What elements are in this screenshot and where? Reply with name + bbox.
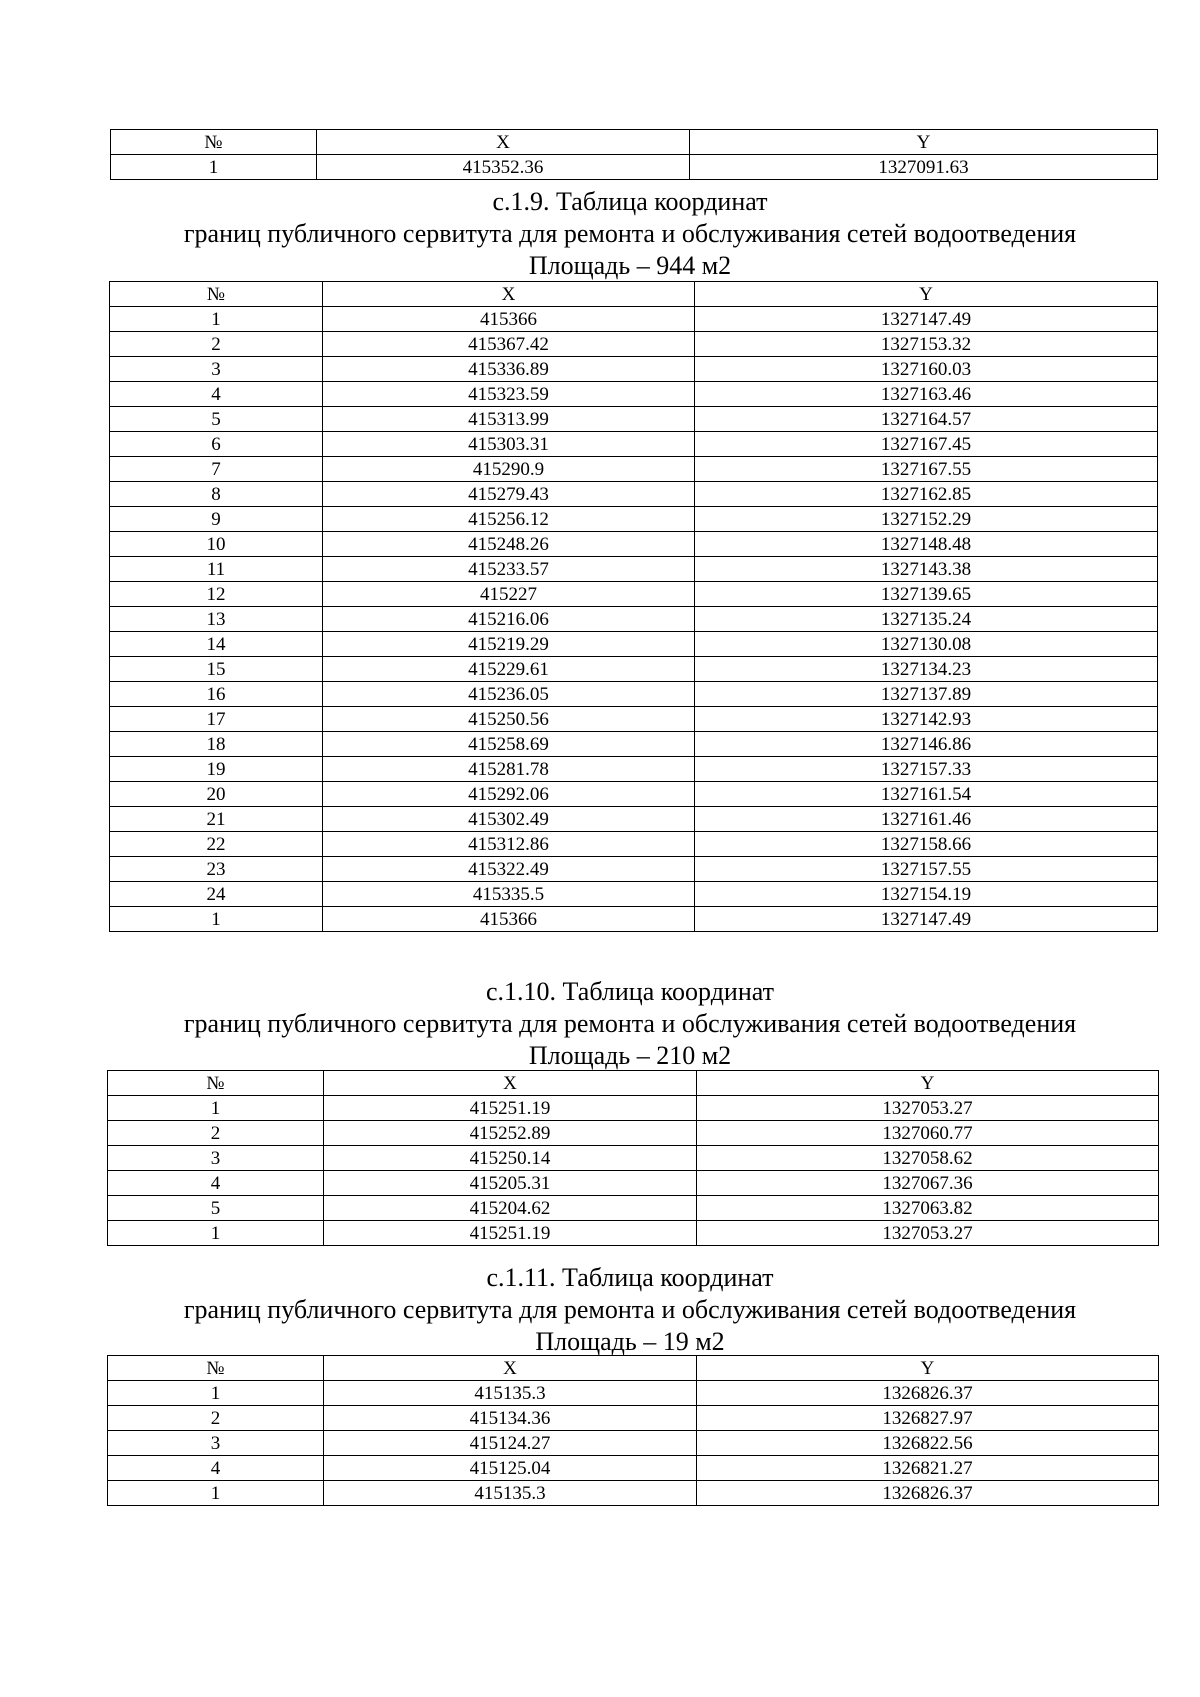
point-number-cell: 4 [108,1456,324,1481]
x-coordinate-cell: 415292.06 [323,782,695,807]
y-coordinate-cell: 1326821.27 [697,1456,1159,1481]
point-number-cell: 4 [110,382,323,407]
coordinates-table-continued [110,129,1158,180]
header-number: № [110,282,323,307]
x-coordinate-cell: 415258.69 [323,732,695,757]
point-number-cell: 5 [110,407,323,432]
x-coordinate-cell: 415248.26 [323,532,695,557]
y-coordinate-cell: 1327063.82 [697,1196,1159,1221]
table-row [110,832,1158,857]
point-number-cell: 12 [110,582,323,607]
y-coordinate-cell: 1327154.19 [695,882,1158,907]
x-coordinate-cell: 415323.59 [323,382,695,407]
x-coordinate-cell: 415322.49 [323,857,695,882]
table-row [110,657,1158,682]
section-title: с.1.10. Таблица координат [486,977,774,1006]
x-coordinate-cell: 415134.36 [324,1406,697,1431]
x-coordinate-cell: 415352.36 [317,155,690,180]
y-coordinate-cell: 1327157.33 [695,757,1158,782]
table-row [110,682,1158,707]
y-coordinate-cell: 1327160.03 [695,357,1158,382]
x-coordinate-cell: 415313.99 [323,407,695,432]
y-coordinate-cell: 1326826.37 [697,1481,1159,1506]
y-coordinate-cell: 1327067.36 [697,1171,1159,1196]
section-caption-1-9 [100,186,1160,282]
header-y: Y [690,130,1158,155]
y-coordinate-cell: 1327157.55 [695,857,1158,882]
table-row [110,807,1158,832]
y-coordinate-cell: 1327053.27 [697,1221,1159,1246]
header-x: X [317,130,690,155]
y-coordinate-cell: 1327060.77 [697,1121,1159,1146]
y-coordinate-cell: 1327148.48 [695,532,1158,557]
point-number-cell: 2 [108,1121,324,1146]
section-subtitle: границ публичного сервитута для ремонта и обслуживания сетей водоотведения [183,1295,1077,1324]
table-row [110,432,1158,457]
x-coordinate-cell: 415336.89 [323,357,695,382]
point-number-cell: 6 [110,432,323,457]
y-coordinate-cell: 1327053.27 [697,1096,1159,1121]
table-row [110,407,1158,432]
point-number-cell: 1 [108,1096,324,1121]
x-coordinate-cell: 415366 [323,307,695,332]
table-row [110,307,1158,332]
section-caption-1-10 [100,976,1160,1072]
header-y: Y [697,1071,1159,1096]
table-row [110,607,1158,632]
table-row [108,1406,1159,1431]
point-number-cell: 1 [108,1381,324,1406]
y-coordinate-cell: 1327167.55 [695,457,1158,482]
x-coordinate-cell: 415250.56 [323,707,695,732]
table-row [108,1196,1159,1221]
x-coordinate-cell: 415281.78 [323,757,695,782]
point-number-cell: 8 [110,482,323,507]
point-number-cell: 1 [111,155,317,180]
point-number-cell: 21 [110,807,323,832]
x-coordinate-cell: 415233.57 [323,557,695,582]
table-row [108,1171,1159,1196]
table-row [111,155,1158,180]
coordinates-table-1-10 [107,1070,1159,1246]
point-number-cell: 11 [110,557,323,582]
y-coordinate-cell: 1327167.45 [695,432,1158,457]
table-header-row [108,1356,1159,1381]
x-coordinate-cell: 415335.5 [323,882,695,907]
point-number-cell: 13 [110,607,323,632]
section-subtitle: границ публичного сервитута для ремонта и обслуживания сетей водоотведения [183,219,1077,248]
point-number-cell: 3 [108,1431,324,1456]
point-number-cell: 9 [110,507,323,532]
point-number-cell: 4 [108,1171,324,1196]
x-coordinate-cell: 415204.62 [324,1196,697,1221]
point-number-cell: 15 [110,657,323,682]
table-row [110,907,1158,932]
coordinates-table-1-11 [107,1355,1159,1506]
table-header-row [111,130,1158,155]
y-coordinate-cell: 1327164.57 [695,407,1158,432]
y-coordinate-cell: 1327139.65 [695,582,1158,607]
point-number-cell: 7 [110,457,323,482]
table-row [110,582,1158,607]
section-title: с.1.11. Таблица координат [486,1263,774,1292]
table-row [108,1146,1159,1171]
x-coordinate-cell: 415252.89 [324,1121,697,1146]
y-coordinate-cell: 1327152.29 [695,507,1158,532]
y-coordinate-cell: 1327135.24 [695,607,1158,632]
point-number-cell: 1 [110,307,323,332]
table-row [108,1096,1159,1121]
x-coordinate-cell: 415251.19 [324,1221,697,1246]
y-coordinate-cell: 1327147.49 [695,907,1158,932]
y-coordinate-cell: 1327147.49 [695,307,1158,332]
point-number-cell: 20 [110,782,323,807]
table-header-row [110,282,1158,307]
y-coordinate-cell: 1327134.23 [695,657,1158,682]
section-area: Площадь – 19 м2 [535,1327,725,1356]
table-row [110,782,1158,807]
point-number-cell: 16 [110,682,323,707]
y-coordinate-cell: 1327091.63 [690,155,1158,180]
x-coordinate-cell: 415290.9 [323,457,695,482]
y-coordinate-cell: 1327163.46 [695,382,1158,407]
y-coordinate-cell: 1327137.89 [695,682,1158,707]
point-number-cell: 14 [110,632,323,657]
table-row [110,532,1158,557]
y-coordinate-cell: 1327143.38 [695,557,1158,582]
point-number-cell: 1 [110,907,323,932]
point-number-cell: 3 [110,357,323,382]
point-number-cell: 23 [110,857,323,882]
x-coordinate-cell: 415205.31 [324,1171,697,1196]
table-header-row [108,1071,1159,1096]
table-row [110,857,1158,882]
header-x: X [323,282,695,307]
x-coordinate-cell: 415367.42 [323,332,695,357]
header-number: № [108,1356,324,1381]
x-coordinate-cell: 415135.3 [324,1381,697,1406]
header-x: X [324,1071,697,1096]
x-coordinate-cell: 415236.05 [323,682,695,707]
y-coordinate-cell: 1327058.62 [697,1146,1159,1171]
section-subtitle: границ публичного сервитута для ремонта и обслуживания сетей водоотведения [183,1009,1077,1038]
y-coordinate-cell: 1327158.66 [695,832,1158,857]
table-row [108,1381,1159,1406]
y-coordinate-cell: 1327153.32 [695,332,1158,357]
point-number-cell: 18 [110,732,323,757]
x-coordinate-cell: 415250.14 [324,1146,697,1171]
point-number-cell: 2 [108,1406,324,1431]
x-coordinate-cell: 415124.27 [324,1431,697,1456]
table-row [110,507,1158,532]
table-row [110,557,1158,582]
table-row [110,757,1158,782]
table-row [108,1431,1159,1456]
section-title: с.1.9. Таблица координат [492,187,768,216]
point-number-cell: 1 [108,1481,324,1506]
table-row [108,1121,1159,1146]
header-y: Y [695,282,1158,307]
y-coordinate-cell: 1327161.46 [695,807,1158,832]
header-number: № [108,1071,324,1096]
section-caption-1-11 [100,1262,1160,1358]
table-row [110,732,1158,757]
x-coordinate-cell: 415256.12 [323,507,695,532]
y-coordinate-cell: 1327161.54 [695,782,1158,807]
section-area: Площадь – 210 м2 [528,1041,732,1070]
y-coordinate-cell: 1327146.86 [695,732,1158,757]
point-number-cell: 24 [110,882,323,907]
table-row [108,1456,1159,1481]
table-row [110,707,1158,732]
table-row [110,382,1158,407]
header-number: № [111,130,317,155]
x-coordinate-cell: 415303.31 [323,432,695,457]
x-coordinate-cell: 415279.43 [323,482,695,507]
x-coordinate-cell: 415219.29 [323,632,695,657]
table-row [110,482,1158,507]
point-number-cell: 2 [110,332,323,357]
x-coordinate-cell: 415366 [323,907,695,932]
header-x: X [324,1356,697,1381]
y-coordinate-cell: 1327130.08 [695,632,1158,657]
point-number-cell: 10 [110,532,323,557]
y-coordinate-cell: 1326822.56 [697,1431,1159,1456]
x-coordinate-cell: 415216.06 [323,607,695,632]
point-number-cell: 1 [108,1221,324,1246]
y-coordinate-cell: 1327162.85 [695,482,1158,507]
point-number-cell: 17 [110,707,323,732]
header-y: Y [697,1356,1159,1381]
x-coordinate-cell: 415251.19 [324,1096,697,1121]
table-row [110,457,1158,482]
y-coordinate-cell: 1326827.97 [697,1406,1159,1431]
point-number-cell: 22 [110,832,323,857]
section-area: Площадь – 944 м2 [528,251,732,280]
x-coordinate-cell: 415135.3 [324,1481,697,1506]
x-coordinate-cell: 415229.61 [323,657,695,682]
point-number-cell: 3 [108,1146,324,1171]
point-number-cell: 5 [108,1196,324,1221]
x-coordinate-cell: 415302.49 [323,807,695,832]
y-coordinate-cell: 1327142.93 [695,707,1158,732]
table-row [110,882,1158,907]
coordinates-table-1-9 [109,281,1158,932]
table-row [108,1221,1159,1246]
x-coordinate-cell: 415125.04 [324,1456,697,1481]
table-row [110,632,1158,657]
point-number-cell: 19 [110,757,323,782]
table-row [108,1481,1159,1506]
y-coordinate-cell: 1326826.37 [697,1381,1159,1406]
table-row [110,332,1158,357]
x-coordinate-cell: 415312.86 [323,832,695,857]
x-coordinate-cell: 415227 [323,582,695,607]
table-row [110,357,1158,382]
